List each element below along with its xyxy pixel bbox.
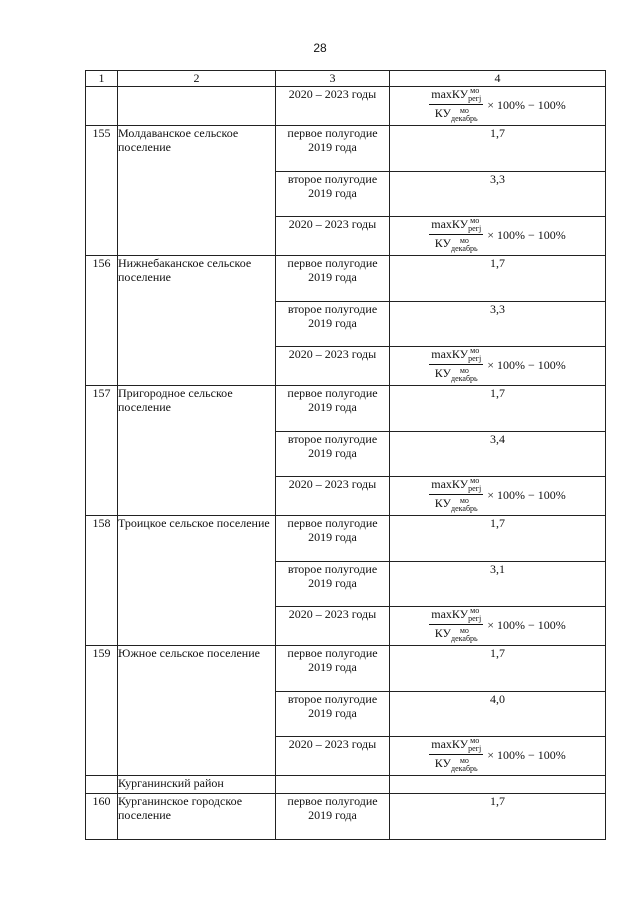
formula-sub: декабрь (451, 503, 478, 513)
row-number: 160 (86, 794, 118, 840)
formula-sup: мо (470, 216, 480, 226)
formula-sub: регj (468, 94, 482, 104)
formula-fraction (429, 607, 483, 643)
table-row (86, 794, 606, 840)
settlement-name (118, 87, 276, 126)
formula-fraction (429, 347, 483, 383)
row-number: 156 (86, 256, 118, 386)
formula-numerator: maxКУ (431, 217, 469, 231)
period-cell: первое полугодие 2019 года (276, 516, 390, 562)
period-cell: первое полугодие 2019 года (276, 256, 390, 302)
settlement-name: Троицкое сельское поселение (118, 516, 276, 646)
formula-numerator: maxКУ (431, 477, 469, 491)
settlement-name: Пригородное сельское поселение (118, 386, 276, 516)
value-cell: 3,3 (390, 172, 606, 217)
formula-sub: декабрь (451, 243, 478, 253)
formula-sub: регj (468, 354, 482, 364)
table-row (86, 386, 606, 432)
formula-sup: мо (470, 346, 480, 356)
period-cell: первое полугодие 2019 года (276, 646, 390, 692)
formula-sup: мо (459, 105, 469, 115)
formula-tail: × 100% − 100% (487, 357, 566, 372)
tariff-table (85, 70, 606, 840)
formula-tail: × 100% − 100% (487, 487, 566, 502)
value-cell (390, 776, 606, 794)
formula-sup: мо (459, 755, 469, 765)
table-row (86, 256, 606, 302)
row-number: 159 (86, 646, 118, 776)
table-row (86, 126, 606, 172)
formula-cell (390, 607, 606, 646)
formula-denominator: КУ (434, 756, 452, 771)
page-number: 28 (313, 41, 327, 55)
formula-cell (390, 737, 606, 776)
period-cell: 2020 – 2023 годы (276, 347, 390, 386)
formula-denominator: КУ (434, 236, 452, 251)
formula-sup: мо (459, 495, 469, 505)
header-cell: 4 (390, 71, 606, 87)
formula-denominator: КУ (434, 106, 452, 121)
formula-sub: декабрь (451, 373, 478, 383)
formula-denominator: КУ (434, 626, 452, 641)
period-cell: 2020 – 2023 годы (276, 87, 390, 126)
row-number: 157 (86, 386, 118, 516)
formula-fraction (429, 477, 483, 513)
region-name: Курганинский район (118, 776, 276, 794)
formula-cell (390, 87, 606, 126)
formula-fraction (429, 737, 483, 773)
value-cell: 3,3 (390, 302, 606, 347)
growth-formula (429, 737, 566, 773)
value-cell: 3,1 (390, 562, 606, 607)
value-cell: 1,7 (390, 126, 606, 172)
row-number (86, 87, 118, 126)
growth-formula (429, 477, 566, 513)
period-cell: 2020 – 2023 годы (276, 607, 390, 646)
formula-sub: декабрь (451, 113, 478, 123)
period-cell (276, 776, 390, 794)
period-cell: первое полугодие 2019 года (276, 794, 390, 840)
header-cell: 2 (118, 71, 276, 87)
row-number: 158 (86, 516, 118, 646)
row-number (86, 776, 118, 794)
period-cell: второе полугодие 2019 года (276, 562, 390, 607)
formula-numerator: maxКУ (431, 347, 469, 361)
period-cell: первое полугодие 2019 года (276, 126, 390, 172)
formula-fraction (429, 217, 483, 253)
header-row (86, 71, 606, 87)
formula-tail: × 100% − 100% (487, 97, 566, 112)
formula-tail: × 100% − 100% (487, 747, 566, 762)
formula-sup: мо (470, 736, 480, 746)
value-cell: 1,7 (390, 794, 606, 840)
period-cell: второе полугодие 2019 года (276, 172, 390, 217)
formula-numerator: maxКУ (431, 607, 469, 621)
formula-tail: × 100% − 100% (487, 227, 566, 242)
formula-cell (390, 477, 606, 516)
settlement-name: Южное сельское поселение (118, 646, 276, 776)
formula-denominator: КУ (434, 496, 452, 511)
settlement-name: Нижнебаканское сельское поселение (118, 256, 276, 386)
region-row (86, 776, 606, 794)
growth-formula (429, 87, 566, 123)
period-cell: второе полугодие 2019 года (276, 692, 390, 737)
period-cell: 2020 – 2023 годы (276, 217, 390, 256)
table-row (86, 87, 606, 126)
period-cell: первое полугодие 2019 года (276, 386, 390, 432)
settlement-name: Курганинское городское поселение (118, 794, 276, 840)
formula-sup: мо (459, 235, 469, 245)
header-cell: 1 (86, 71, 118, 87)
value-cell: 3,4 (390, 432, 606, 477)
table-row (86, 516, 606, 562)
value-cell: 1,7 (390, 256, 606, 302)
formula-sub: регj (468, 744, 482, 754)
table-row (86, 646, 606, 692)
formula-sup: мо (459, 625, 469, 635)
formula-cell (390, 347, 606, 386)
formula-denominator: КУ (434, 366, 452, 381)
value-cell: 1,7 (390, 386, 606, 432)
formula-sup: мо (459, 365, 469, 375)
formula-tail: × 100% − 100% (487, 617, 566, 632)
formula-numerator: maxКУ (431, 737, 469, 751)
formula-sub: регj (468, 484, 482, 494)
value-cell: 4,0 (390, 692, 606, 737)
period-cell: второе полугодие 2019 года (276, 432, 390, 477)
header-cell: 3 (276, 71, 390, 87)
formula-sup: мо (470, 86, 480, 96)
formula-sup: мо (470, 476, 480, 486)
formula-cell (390, 217, 606, 256)
period-cell: второе полугодие 2019 года (276, 302, 390, 347)
formula-sup: мо (470, 606, 480, 616)
period-cell: 2020 – 2023 годы (276, 477, 390, 516)
row-number: 155 (86, 126, 118, 256)
settlement-name: Молдаванское сельское поселение (118, 126, 276, 256)
value-cell: 1,7 (390, 516, 606, 562)
formula-sub: регj (468, 614, 482, 624)
period-cell: 2020 – 2023 годы (276, 737, 390, 776)
formula-fraction (429, 87, 483, 123)
growth-formula (429, 347, 566, 383)
growth-formula (429, 217, 566, 253)
formula-sub: декабрь (451, 633, 478, 643)
formula-sub: декабрь (451, 763, 478, 773)
formula-numerator: maxКУ (431, 87, 469, 101)
value-cell: 1,7 (390, 646, 606, 692)
formula-sub: регj (468, 224, 482, 234)
growth-formula (429, 607, 566, 643)
